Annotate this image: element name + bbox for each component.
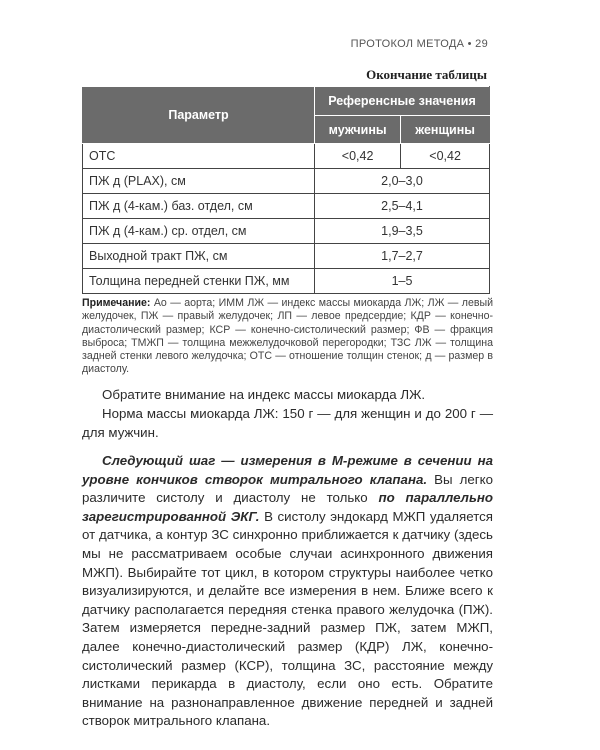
cell-parameter: ПЖ д (4-кам.) ср. отдел, см: [83, 219, 315, 244]
cell-value: 2,0–3,0: [315, 169, 490, 194]
table-row: [83, 169, 490, 194]
paragraph-m-mode: [82, 452, 493, 731]
cell-men: <0,42: [315, 144, 401, 169]
table-row: [83, 219, 490, 244]
cell-parameter: Выходной тракт ПЖ, см: [83, 244, 315, 269]
table-row: [83, 144, 490, 169]
cell-parameter: ПЖ д (4-кам.) баз. отдел, см: [83, 194, 315, 219]
column-header-reference-values: Референсные значения: [315, 87, 490, 116]
column-header-women: женщины: [401, 116, 490, 144]
m-mode-text-2: В систолу эндокард МЖП удаляется от датчика, а контур ЗС синхронно приближается к датчику (здесь мы не рассматриваем особые случаи асинхронного движения МЖП). Выбирайте тот цикл, в котором структуры наиболее четко визуализируются, и делайте все измерения в нем. Ближе всего к датчику располагается передняя стенка правого желудочка (ПЖ). Затем измеряется передне-задний размер ПЖ, затем МЖП, далее конечно-диастолический размер (КДР) ЛЖ, конечно-систолический размер (КСР), толщина ЗС, расстояние между листками перикарда в диастолу, если оно есть. Обратите внимание на разнонаправленное движение передней и задней створок митрального клапана.: [82, 508, 493, 729]
note-label: Примечание:: [82, 297, 151, 309]
note-text: Ао — аорта; ИММ ЛЖ — индекс массы миокарда ЛЖ; ЛЖ — левый желудочек, ПЖ — правый желудочек; ЛП — левое предсердие; КДР — конечно-диастолический размер; КСР — конечно-систолический размер; ФВ — фракция выброса; ТМЖП — толщина межжелудочковой перегородки; ТЗС ЛЖ — толщина задней стенки левого желудочка; ОТС — отношение толщин стенок; д — размер в диастолу.: [82, 297, 493, 376]
column-header-parameter: Параметр: [83, 87, 315, 144]
table-note: [82, 297, 493, 377]
cell-value: 2,5–4,1: [315, 194, 490, 219]
table-row: [83, 269, 490, 294]
reference-values-table: [82, 86, 490, 294]
m-mode-lead: Следующий шаг — измерения в М-режиме в сечении на уровне кончиков створок митрального клапана.: [82, 453, 493, 487]
cell-women: <0,42: [401, 144, 490, 169]
m-mode-text-1: Вы легко различите систолу и диастолу не только: [82, 471, 493, 506]
cell-parameter: Толщина передней стенки ПЖ, мм: [83, 269, 315, 294]
cell-value: 1,7–2,7: [315, 244, 490, 269]
column-header-men: мужчины: [315, 116, 401, 144]
cell-value: 1,9–3,5: [315, 219, 490, 244]
table-caption: Окончание таблицы: [366, 67, 487, 82]
running-head: ПРОТОКОЛ МЕТОДА • 29: [350, 38, 488, 50]
table-row: [83, 244, 490, 269]
m-mode-ecg-emphasis: по параллельно зарегистрированной ЭКГ.: [82, 490, 493, 524]
cell-parameter: ПЖ д (PLAX), см: [83, 169, 315, 194]
table-row: [83, 194, 490, 219]
cell-parameter: ОТС: [83, 144, 315, 169]
paragraph-lv-mass-norm: Норма массы миокарда ЛЖ: 150 г — для женщин и до 200 г — для мужчин.: [82, 406, 493, 440]
paragraph-lv-mass-index: Обратите внимание на индекс массы миокарда ЛЖ.: [102, 387, 426, 402]
cell-value: 1–5: [315, 269, 490, 294]
